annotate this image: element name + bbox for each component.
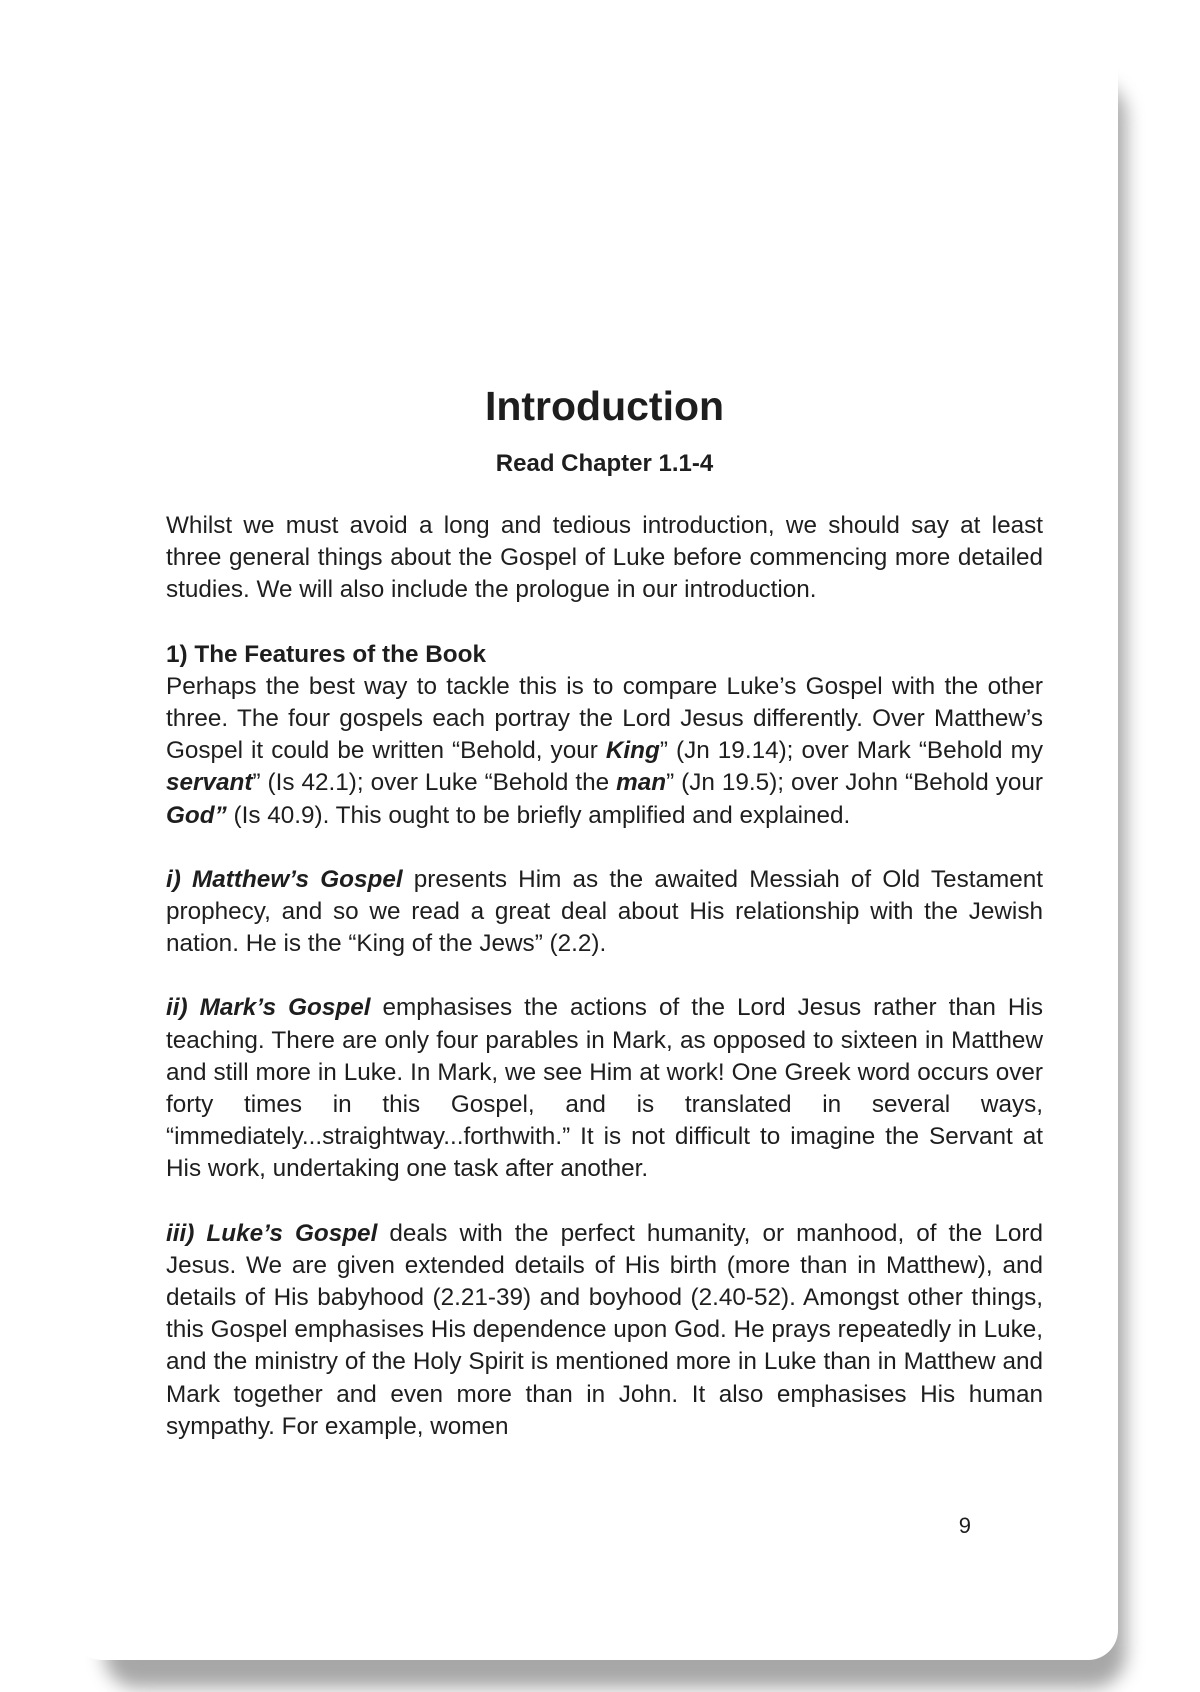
features-text-2: ” (Jn 19.14); over Mark “Behold my [659,737,1043,765]
features-text-3: ” (Is 42.1); over Luke “Behold the [252,769,617,797]
mark-text: emphasises the actions of the Lord Jesus rather than His teaching. There are only four parables in Mark, as opposed to sixteen in Matthew and still more in Luke. In Mark, we see Him at work! One Greek word occurs over forty times in this Gospel, and is translated in several ways, “immediately...straightway...forthwith.” It is not difficult to imagine the Servant at His work, undertaking one task after another. [166,994,1043,1183]
section-heading: 1) The Features of the Book [166,640,486,668]
page-title: Introduction [484,383,725,429]
page-number: 9 [958,1513,971,1538]
matthew-paragraph [166,864,1043,961]
features-paragraph [166,639,1043,832]
mark-label: ii) Mark’s Gospel [166,994,371,1022]
god-emphasis: God” [166,801,227,829]
features-text-1: Perhaps the best way to tackle this is to compare Luke’s Gospel with the other three. The four gospels each portray the Lord Jesus differently. Over Matthew’s Gospel it could be written “Behold, your [166,672,1043,765]
king-emphasis: King [605,737,660,765]
book-page [72,40,1118,1660]
intro-paragraph: Whilst we must avoid a long and tedious introduction, we should say at least three general things about the Gospel of Luke before commencing more detailed studies. We will also include the prologue in our introduction. [166,512,1043,604]
luke-paragraph [166,1218,1043,1443]
matthew-label: i) Matthew’s Gospel [166,865,403,893]
luke-text: deals with the perfect humanity, or manhood, of the Lord Jesus. We are given extended details of His birth (more than in Matthew), and details of His babyhood (2.21-39) and boyhood (2.40-52). Amongst other things, this Gospel emphasises His dependence upon God. He prays repeatedly in Luke, and the ministry of the Holy Spirit is mentioned more in Luke than in Matthew and Mark together and even more than in John. It also emphasises His human sympathy. For example, women [166,1219,1043,1440]
matthew-text: presents Him as the awaited Messiah of Old Testament prophecy, and so we read a great deal about His relationship with the Jewish nation. He is the “King of the Jews” (2.2). [166,865,1043,958]
mark-paragraph [166,992,1043,1185]
features-text-5: (Is 40.9). This ought to be briefly amplified and explained. [226,801,851,829]
man-emphasis: man [616,769,667,797]
luke-label: iii) Luke’s Gospel [166,1219,378,1247]
reading-reference: Read Chapter 1.1-4 [495,450,714,477]
page-content [166,380,1043,1475]
servant-emphasis: servant [166,769,253,797]
features-text-4: ” (Jn 19.5); over John “Behold your [666,769,1043,797]
